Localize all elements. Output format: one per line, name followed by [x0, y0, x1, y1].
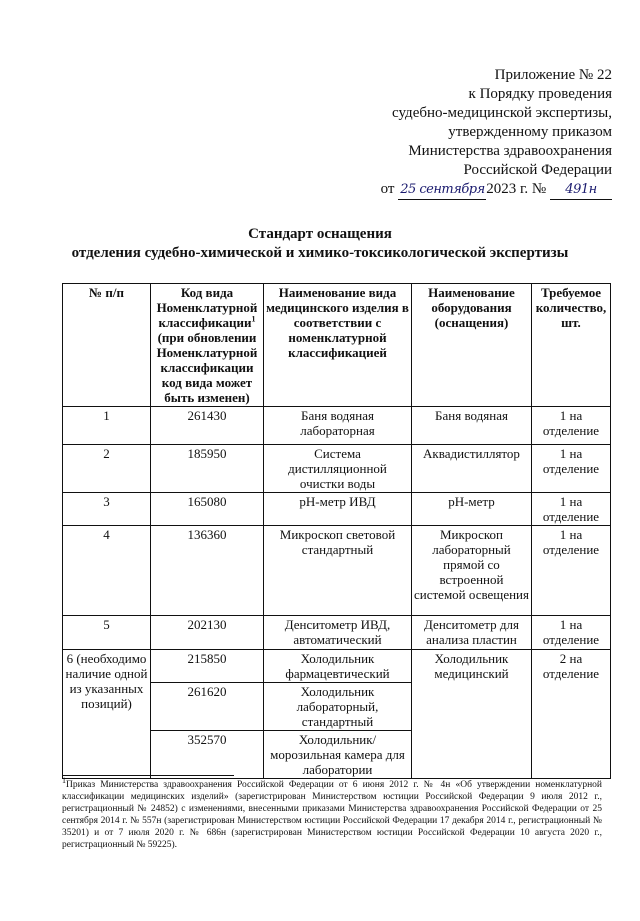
row-num: 4: [63, 526, 151, 616]
row-device-name: Холодильник лабораторный, стандартный: [264, 683, 412, 731]
row-code: 215850: [151, 650, 264, 683]
group-quantity: 2 на отделение: [532, 650, 611, 779]
group-equipment: Холодильник медицинский: [412, 650, 532, 779]
row-equipment: Микроскоп лабораторный прямой со встроенной системой освещения: [412, 526, 532, 616]
row-code: 185950: [151, 445, 264, 493]
header-quantity: Требуемое количество, шт.: [532, 284, 611, 407]
table-header-row: [63, 284, 611, 407]
header-line-6: Российской Федерации: [463, 162, 612, 178]
row-device-name: Денситометр ИВД, автоматический: [264, 616, 412, 650]
row-quantity: 1 на отделение: [532, 493, 611, 526]
row-device-name: Холодильник фармацевтический: [264, 650, 412, 683]
footnote: [62, 775, 602, 851]
row-quantity: 1 на отделение: [532, 616, 611, 650]
row-num: 1: [63, 407, 151, 445]
row-code: 261430: [151, 407, 264, 445]
table-row: [63, 650, 611, 683]
row-quantity: 1 на отделение: [532, 445, 611, 493]
row-num: 5: [63, 616, 151, 650]
row-device-name: Баня водяная лабораторная: [264, 407, 412, 445]
table-row: [63, 493, 611, 526]
header-device-name: Наименование вида медицинского изделия в соответствии с номенклатурной классификацией: [264, 284, 412, 407]
row-code: 136360: [151, 526, 264, 616]
table-row: [63, 526, 611, 616]
row-device-name: Холодильник/ морозильная камера для лаборатории: [264, 731, 412, 779]
row-device-name: Система дистилляционной очистки воды: [264, 445, 412, 493]
footnote-ref: 1: [251, 314, 256, 324]
row-quantity: 1 на отделение: [532, 526, 611, 616]
row-code: 202130: [151, 616, 264, 650]
header-num: № п/п: [63, 284, 151, 407]
row-num: 3: [63, 493, 151, 526]
row-quantity: 1 на отделение: [532, 407, 611, 445]
footnote-divider: [62, 775, 234, 776]
handwritten-date: 25 сентября: [398, 180, 486, 200]
row-device-name: Микроскоп световой стандартный: [264, 526, 412, 616]
document-title: Стандарт оснащения: [248, 226, 392, 242]
header-line-3: судебно-медицинской экспертизы,: [392, 105, 612, 121]
row-equipment: рН-метр: [412, 493, 532, 526]
header-line-1: Приложение № 22: [494, 67, 612, 83]
table-row: [63, 616, 611, 650]
header-line-5: Министерства здравоохранения: [408, 143, 612, 159]
row-code: 165080: [151, 493, 264, 526]
header-line-2: к Порядку проведения: [468, 86, 612, 102]
footnote-mark: 1: [62, 775, 66, 785]
handwritten-order-number: 491н: [550, 180, 612, 200]
footnote-text: Приказ Министерства здравоохранения Российской Федерации от 6 июня 2012 г. № 4н «Об утверждении номенклатурной классификации медицинских изделий» (зарегистрирован Министерством юстиции Российской Федерации 9 июля 2012 г., регистрационный № 24852) с изменениями, внесенными приказами Министерства здравоохранения Российской Федерации от 25 сентября 2014 г. № 557н (зарегистрирован Министерством юстиции Российской Федерации 17 декабря 2014 г., регистрационный № 35201) и от 7 июля 2020 г. № 686н (зарегистрирован Министерством юстиции Российской Федерации 10 августа 2020 г., регистрационный № 59225).: [62, 780, 602, 850]
document-subtitle: отделения судебно-химической и химико-токсикологической экспертизы: [71, 245, 569, 261]
row-code: 352570: [151, 731, 264, 779]
header-line-4: утвержденному приказом: [448, 124, 612, 140]
date-prefix: от: [380, 181, 395, 197]
table-row: [63, 445, 611, 493]
row-equipment: Денситометр для анализа пластин: [412, 616, 532, 650]
row-equipment: Аквадистиллятор: [412, 445, 532, 493]
row-equipment: Баня водяная: [412, 407, 532, 445]
appendix-header: [381, 66, 612, 200]
equipment-table: [62, 283, 611, 779]
year-text: 2023 г. №: [486, 181, 547, 197]
row-code: 261620: [151, 683, 264, 731]
row-num: 2: [63, 445, 151, 493]
table-row: [63, 407, 611, 445]
header-code: Код вида Номенклатурной классификации$^1$ (при обновлении Номенклатурной классификации код вида может быть изменен): [151, 284, 264, 407]
order-date-line: [381, 180, 612, 200]
row-device-name: рН-метр ИВД: [264, 493, 412, 526]
header-equipment: Наименование оборудования (оснащения): [412, 284, 532, 407]
group-num: 6 (необходимо наличие одной из указанных позиций): [63, 650, 151, 779]
